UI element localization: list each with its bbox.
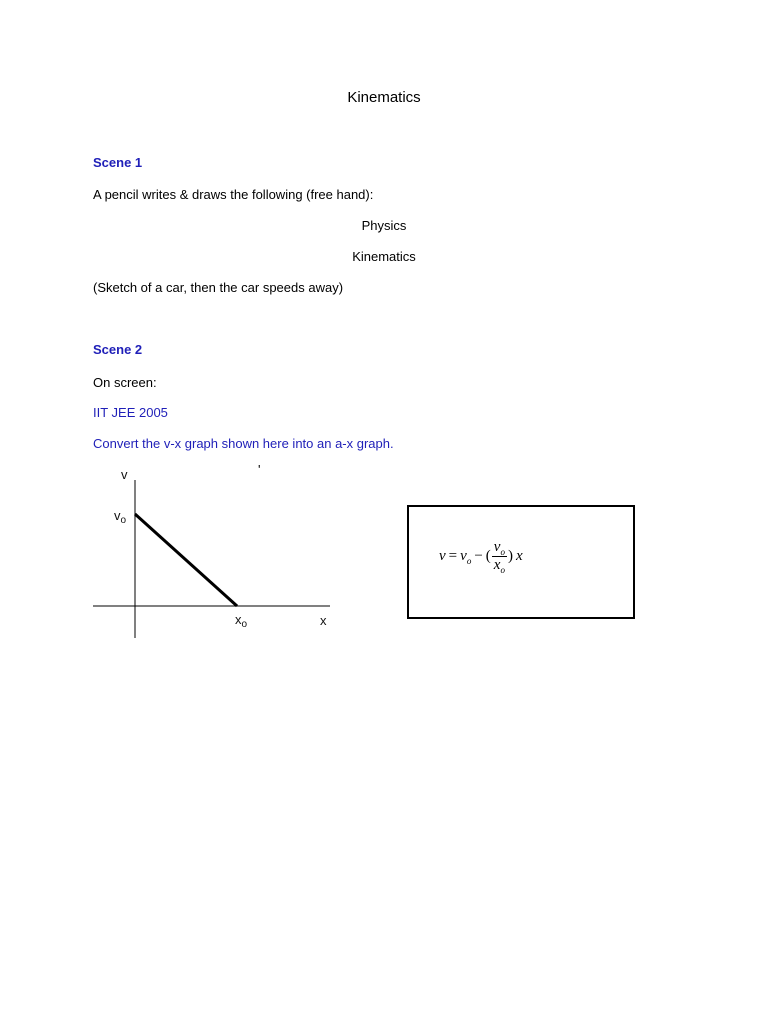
scene1-center-physics: Physics (361, 218, 407, 233)
stray-mark: ' (258, 462, 261, 477)
vx-line (135, 514, 237, 606)
scene2-on-screen: On screen: (93, 375, 157, 390)
scene2-exam: IIT JEE 2005 (93, 405, 168, 420)
graph-v0-label: $v_o$ (114, 508, 127, 526)
vx-graph (90, 480, 335, 640)
scene1-heading: Scene 1 (93, 155, 143, 170)
graph-x0-label: $x_o$ (235, 612, 248, 630)
scene2-question: Convert the v-x graph shown here into an a-x graph. (93, 436, 394, 451)
page-title: Kinematics (347, 89, 421, 106)
scene2-heading: Scene 2 (93, 342, 143, 357)
scene1-center-kinematics: Kinematics (352, 249, 416, 264)
scene1-line2: (Sketch of a car, then the car speeds away) (93, 280, 344, 295)
graph-x-axis-label: x (320, 613, 327, 628)
graph-y-axis-label: v (121, 467, 128, 482)
formula-box (407, 505, 635, 619)
velocity-formula: v = $v_o$ − ( $\frac{v_o}{x_o}$ ) x (439, 539, 523, 575)
scene1-line1: A pencil writes & draws the following (free hand): (93, 187, 374, 202)
formula-fraction: $\frac{v_o}{x_o}$ (493, 539, 505, 575)
